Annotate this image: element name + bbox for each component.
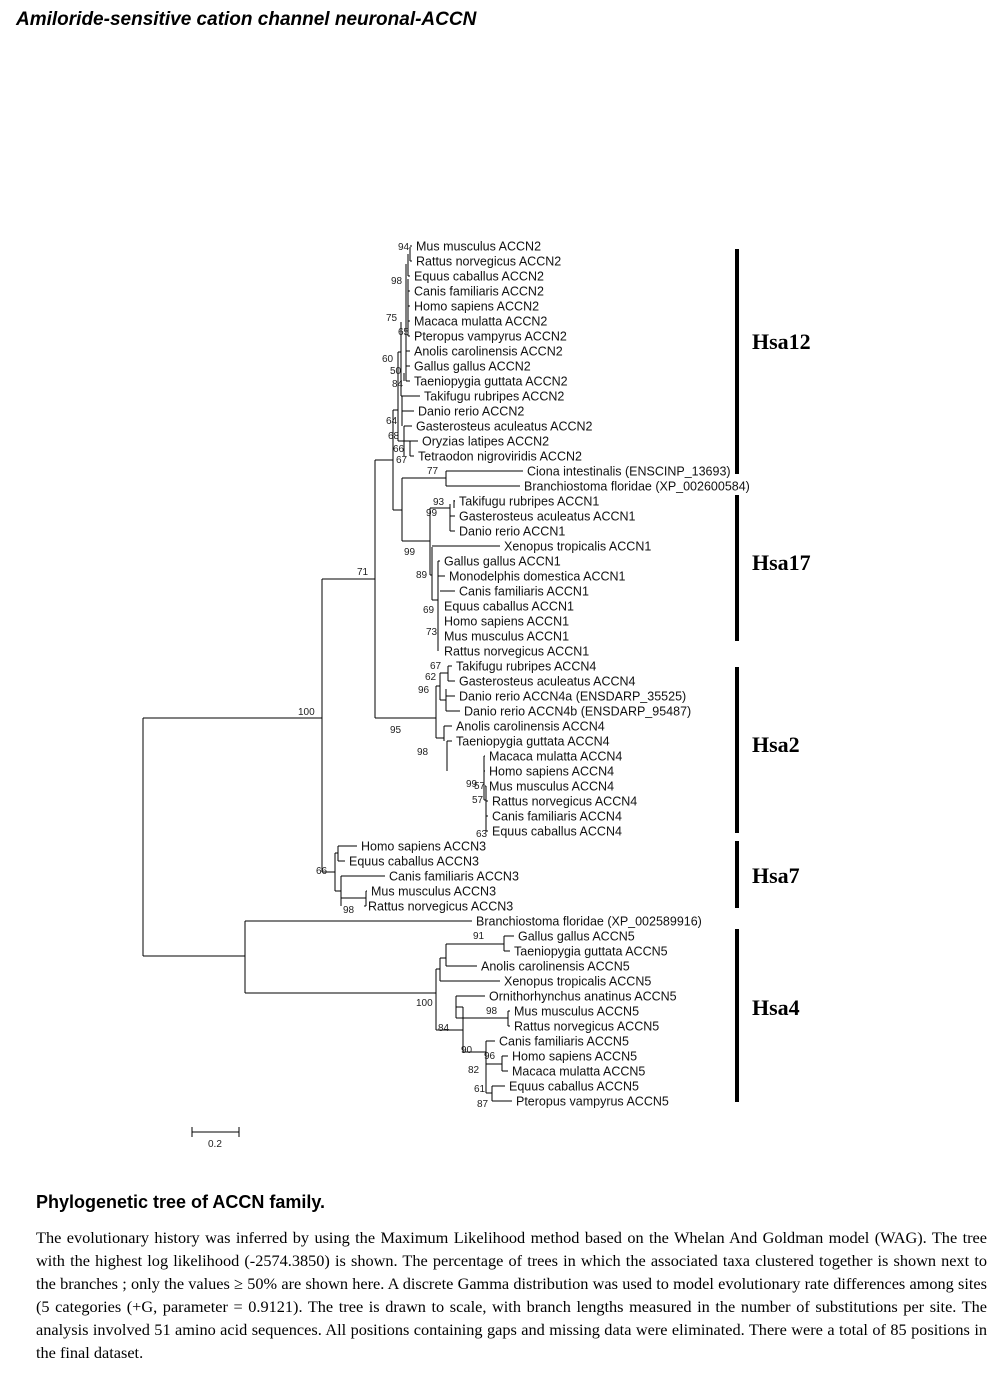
taxon-label: Mus musculus ACCN4 [489, 779, 615, 794]
bootstrap-value: 99 [404, 547, 416, 558]
scale-bar [192, 1127, 239, 1150]
taxon-label: Ornithorhynchus anatinus ACCN5 [489, 989, 677, 1004]
taxon-label: Macaca mulatta ACCN5 [512, 1064, 646, 1079]
taxon-label: Anolis carolinensis ACCN5 [481, 959, 630, 974]
taxon-label: Mus musculus ACCN3 [371, 884, 497, 899]
bootstrap-value: 99 [426, 508, 438, 519]
taxon-label: Gallus gallus ACCN2 [414, 359, 531, 374]
taxon-label: Mus musculus ACCN2 [416, 239, 542, 254]
taxon-label: Rattus norvegicus ACCN5 [514, 1019, 660, 1034]
taxon-label: Takifugu rubripes ACCN4 [456, 659, 597, 674]
taxon-label: Canis familiaris ACCN4 [492, 809, 622, 824]
taxon-label: Branchiostoma floridae (XP_002589916) [476, 914, 702, 929]
bootstrap-value: 62 [425, 672, 437, 683]
taxon-label: Anolis carolinensis ACCN2 [414, 344, 563, 359]
taxon-label: Equus caballus ACCN4 [492, 824, 622, 839]
chromosome-groups [737, 249, 811, 1102]
bootstrap-value: 96 [418, 685, 430, 696]
taxon-label: Rattus norvegicus ACCN1 [444, 644, 590, 659]
bootstrap-value: 84 [392, 379, 404, 390]
taxon-label: Rattus norvegicus ACCN2 [416, 254, 562, 269]
taxon-label: Taeniopygia guttata ACCN5 [514, 944, 668, 959]
taxon-label: Equus caballus ACCN2 [414, 269, 544, 284]
taxon-label: Pteropus vampyrus ACCN2 [414, 329, 567, 344]
bootstrap-value: 57 [472, 795, 484, 806]
taxon-label: Rattus norvegicus ACCN3 [368, 899, 514, 914]
taxon-label: Mus musculus ACCN5 [514, 1004, 640, 1019]
bootstrap-value: 96 [484, 1051, 496, 1062]
bootstrap-value: 67 [396, 455, 408, 466]
taxon-label: Takifugu rubripes ACCN2 [424, 389, 565, 404]
bootstrap-value: 73 [426, 627, 438, 638]
group-label: Hsa12 [752, 329, 811, 354]
taxon-label: Macaca mulatta ACCN4 [489, 749, 623, 764]
bootstrap-value: 94 [398, 242, 410, 253]
bootstrap-value: 84 [438, 1023, 450, 1034]
taxon-label: Canis familiaris ACCN2 [414, 284, 544, 299]
bootstrap-value: 71 [357, 567, 369, 578]
bootstrap-value: 99 [466, 779, 478, 790]
taxon-label: Equus caballus ACCN3 [349, 854, 479, 869]
bootstrap-value: 50 [390, 366, 402, 377]
group-label: Hsa2 [752, 732, 800, 757]
bootstrap-value: 68 [388, 431, 400, 442]
page-title: Amiloride-sensitive cation channel neuronal-ACCN [16, 9, 477, 30]
bootstrap-value: 87 [477, 1099, 489, 1110]
bootstrap-value: 69 [423, 605, 435, 616]
taxon-label: Gasterosteus aculeatus ACCN1 [459, 509, 636, 524]
taxon-label: Anolis carolinensis ACCN4 [456, 719, 605, 734]
bootstrap-value: 66 [393, 444, 405, 455]
taxon-label: Oryzias latipes ACCN2 [422, 434, 550, 449]
taxon-label: Gasterosteus aculeatus ACCN2 [416, 419, 593, 434]
taxon-label: Takifugu rubripes ACCN1 [459, 494, 600, 509]
taxon-labels [349, 240, 750, 1109]
taxon-label: Danio rerio ACCN4a (ENSDARP_35525) [459, 689, 687, 704]
group-label: Hsa17 [752, 550, 811, 575]
taxon-label: Canis familiaris ACCN1 [459, 584, 589, 599]
bootstrap-value: 100 [298, 707, 315, 718]
bootstrap-value: 60 [382, 354, 394, 365]
caption-title: Phylogenetic tree of ACCN family. [36, 1192, 326, 1212]
bootstrap-value: 98 [343, 905, 355, 916]
taxon-label: Pteropus vampyrus ACCN5 [516, 1094, 669, 1109]
bootstrap-value: 90 [461, 1045, 473, 1056]
taxon-label: Gallus gallus ACCN1 [444, 554, 561, 569]
caption-body: The evolutionary history was inferred by using the Maximum Likelihood method based on the Whelan And Goldman model (WAG). The tree with the highest log likelihood (-2574.3850) is shown. The percentage of trees in which the associated taxa clustered together is shown next to the branches ; only the values ≥ 50% are shown here. A discrete Gamma distribution was used to model evolutionary rate differences among sites (5 categories (+G, parameter = 0.9121). The tree is drawn to scale, with branch lengths measured in the number of substitutions per site. The analysis involved 51 amino acid sequences. All positions containing gaps and missing data were eliminated. There were a total of 85 positions in the final dataset. [36, 1228, 987, 1362]
taxon-label: Homo sapiens ACCN1 [444, 614, 570, 629]
bootstrap-value: 67 [430, 661, 442, 672]
taxon-label: Xenopus tropicalis ACCN5 [504, 974, 652, 989]
bootstrap-value: 77 [427, 466, 439, 477]
bootstrap-value: 95 [390, 725, 402, 736]
taxon-label: Canis familiaris ACCN5 [499, 1034, 629, 1049]
bootstrap-value: 98 [417, 747, 429, 758]
taxon-label: Danio rerio ACCN1 [459, 524, 566, 539]
taxon-label: Homo sapiens ACCN4 [489, 764, 615, 779]
bootstrap-value: 82 [468, 1065, 480, 1076]
taxon-label: Gallus gallus ACCN5 [518, 929, 635, 944]
group-label: Hsa7 [752, 863, 800, 888]
taxon-label: Danio rerio ACCN4b (ENSDARP_95487) [464, 704, 692, 719]
taxon-label: Taeniopygia guttata ACCN2 [414, 374, 568, 389]
bootstrap-value: 64 [386, 416, 398, 427]
group-label: Hsa4 [752, 995, 800, 1020]
bootstrap-value: 93 [433, 497, 445, 508]
bootstrap-value: 61 [474, 1084, 486, 1095]
bootstrap-value: 98 [391, 276, 403, 287]
taxon-label: Xenopus tropicalis ACCN1 [504, 539, 652, 554]
taxon-label: Monodelphis domestica ACCN1 [449, 569, 626, 584]
taxon-label: Taeniopygia guttata ACCN4 [456, 734, 610, 749]
scale-bar-label: 0.2 [208, 1139, 222, 1150]
taxon-label: Rattus norvegicus ACCN4 [492, 794, 638, 809]
taxon-label: Branchiostoma floridae (XP_002600584) [524, 479, 750, 494]
bootstrap-value: 89 [416, 570, 428, 581]
taxon-label: Gasterosteus aculeatus ACCN4 [459, 674, 636, 689]
taxon-label: Tetraodon nigroviridis ACCN2 [418, 449, 582, 464]
taxon-label: Macaca mulatta ACCN2 [414, 314, 548, 329]
bootstrap-value: 66 [316, 866, 328, 877]
taxon-label: Mus musculus ACCN1 [444, 629, 570, 644]
taxon-label: Homo sapiens ACCN3 [361, 839, 487, 854]
taxon-label: Canis familiaris ACCN3 [389, 869, 519, 884]
taxon-label: Homo sapiens ACCN2 [414, 299, 540, 314]
taxon-label: Equus caballus ACCN1 [444, 599, 574, 614]
taxon-label: Homo sapiens ACCN5 [512, 1049, 638, 1064]
bootstrap-value: 63 [476, 829, 488, 840]
bootstrap-value: 98 [486, 1006, 498, 1017]
bootstrap-value: 75 [386, 313, 398, 324]
bootstrap-value: 100 [416, 998, 433, 1009]
bootstrap-value: 65 [398, 327, 410, 338]
bootstrap-value: 91 [473, 931, 485, 942]
taxon-label: Danio rerio ACCN2 [418, 404, 525, 419]
taxon-label: Equus caballus ACCN5 [509, 1079, 639, 1094]
taxon-label: Ciona intestinalis (ENSCINP_13693) [527, 464, 731, 479]
bootstrap-value: 57 [474, 781, 486, 792]
